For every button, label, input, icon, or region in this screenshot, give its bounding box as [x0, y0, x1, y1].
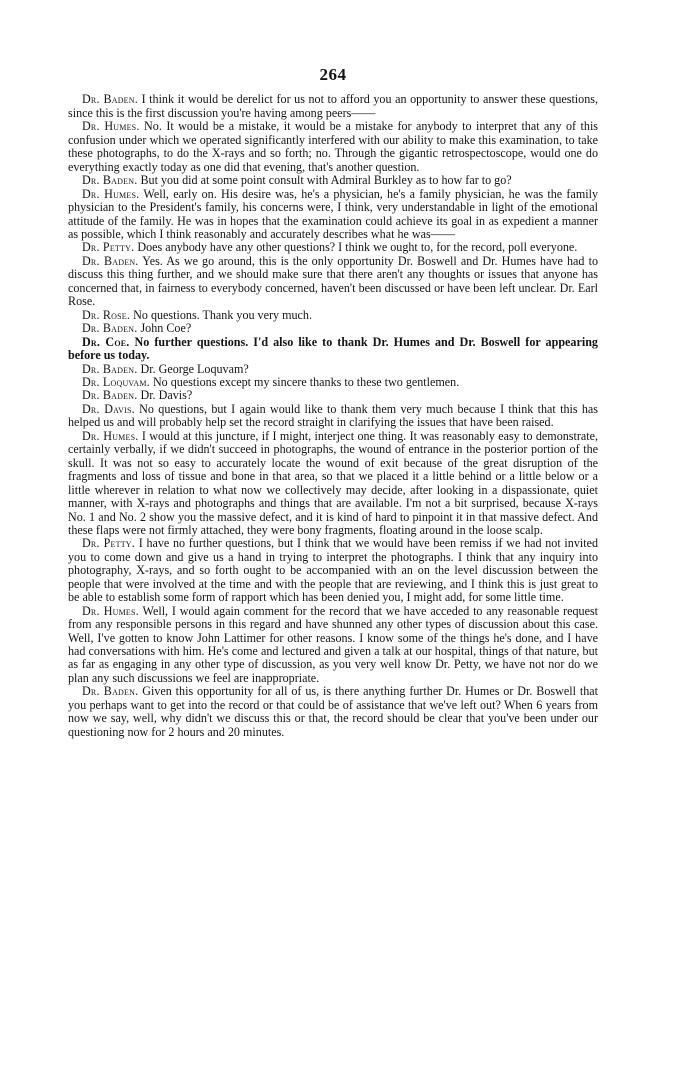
transcript-paragraph [68, 363, 598, 376]
transcript-paragraph [68, 93, 598, 120]
speech-text: No questions. Thank you very much. [133, 307, 312, 322]
speaker-name: Dr. Rose. [82, 307, 131, 322]
transcript-paragraph [68, 430, 598, 538]
transcript-paragraph [68, 605, 598, 686]
transcript-paragraph [68, 403, 598, 430]
speech-text: John Coe? [140, 321, 192, 336]
speaker-name: Dr. Baden. [82, 92, 138, 107]
speech-text: No questions except my sincere thanks to these two gentlemen. [152, 374, 460, 389]
speech-text: Well, early on. His desire was, he's a physician, he's a family physician, he was the family physician to the President's family, his concerns were, I think, very understandable in light of the emotional attitude of the family. He was in hopes that the examination could achieve its goal in as expedient a manner as possible, which I think reasonably and accurately describes what he was—— [68, 186, 599, 241]
transcript-paragraph [68, 685, 598, 739]
speaker-name: Dr. Humes. [82, 119, 140, 134]
speaker-name: Dr. Baden. [82, 321, 138, 336]
transcript-paragraph [68, 241, 598, 254]
transcript-paragraph [68, 309, 598, 322]
speaker-name: Dr. Humes. [82, 603, 139, 618]
speaker-name: Dr. Baden. [82, 173, 138, 188]
speaker-name: Dr. Loquvam. [82, 374, 150, 389]
transcript-paragraph [68, 255, 598, 309]
speech-text: Yes. As we go around, this is the only opportunity Dr. Boswell and Dr. Humes have had to discuss this thing further, and we should make sure that there aren't any thoughts or issues that anyone has concerned that, in fairness to everybody concerned, haven't been discussed or have been left unclear. Dr. Earl Rose. [68, 253, 598, 309]
speech-text: Does anybody have any other questions? I think we ought to, for the record, poll everyone. [137, 240, 578, 255]
speech-text: No questions, but I again would like to thank them very much because I think that this has helped us and will probably help set the record straight in clarifying the issues that have been raised. [68, 401, 599, 430]
transcript-paragraph [68, 389, 598, 402]
speaker-name: Dr. Baden. [82, 253, 139, 268]
transcript-body [68, 93, 598, 739]
transcript-paragraph [68, 336, 598, 363]
speaker-name: Dr. Davis. [82, 401, 135, 416]
speech-text: Given this opportunity for all of us, is there anything further Dr. Humes or Dr. Boswell that you perhaps want to get into the record or that could be of assistance that we've left out? When 6 years from now we say, well, why didn't we discuss this or that, the record should be clear that you've been under our questioning now for 2 hours and 20 minutes. [68, 684, 598, 739]
transcript-paragraph [68, 376, 598, 389]
speech-text: No. It would be a mistake, it would be a mistake for anybody to interpret that any of this confusion under which we operated significantly interfered with our ability to make this examination, to take these photographs, to do the X-rays and so forth; no. Through the gigantic retrospectoscope, would one do everything exactly today as one did that evening, that's another question. [68, 119, 599, 174]
speaker-name: Dr. Humes. [82, 428, 139, 443]
speech-text: Well, I would again comment for the record that we have acceded to any reasonable request from any responsible persons in this regard and have shunned any other types of discussion about this case. Well, I've gotten to know John Lattimer for other reasons. I know some of the things he's done, and I have had conversations with him. He's come and lectured and given a talk at our hospital, things of that nature, but as far as engaging in any other type of discussion, as you very well know Dr. Petty, we have not nor do we plan any such discussions we feel are inappropriate. [68, 603, 599, 685]
speaker-name: Dr. Baden. [82, 388, 138, 403]
speaker-name: Dr. Coe. [82, 334, 130, 349]
speaker-name: Dr. Petty. [82, 536, 135, 551]
speech-text: I think it would be derelict for us not to afford you an opportunity to answer these questions, since this is the first discussion you're having among peers—— [68, 92, 598, 120]
speaker-name: Dr. Baden. [82, 361, 138, 376]
speech-text: No further questions. I'd also like to thank Dr. Humes and Dr. Boswell for appearing before us today. [68, 334, 598, 363]
transcript-paragraph [68, 537, 598, 604]
transcript-paragraph [68, 120, 598, 174]
speech-text: Dr. Davis? [140, 388, 193, 403]
transcript-paragraph [68, 174, 598, 187]
speaker-name: Dr. Petty. [82, 240, 135, 255]
speaker-name: Dr. Humes. [82, 186, 140, 201]
transcript-paragraph [68, 322, 598, 335]
speaker-name: Dr. Baden. [82, 684, 139, 699]
speech-text: I have no further questions, but I think that we would have been remiss if we had not invited you to come down and give us a hand in trying to interpret the photographs. I think that any inquiry into photography, X-rays, and so forth ought to be accompanied with an on the level discussion between the people that were involved at the time and with the people that are reviewing, and I think this is just great to be able to establish some form of rapport which has been denied you, I might add, for some little time. [68, 536, 599, 605]
document-page [68, 65, 599, 739]
transcript-paragraph [68, 188, 598, 242]
page-number: 264 [319, 65, 347, 84]
speech-text: But you did at some point consult with Admiral Burkley as to how far to go? [140, 173, 512, 188]
speech-text: I would at this juncture, if I might, interject one thing. It was reasonably easy to demonstrate, certainly verbally, if we didn't succeed in photographs, the wound of entrance in the posterior portion of the skull. It was not so easy to accurately locate the wound of exit because of the great disruption of the fragments and loss of tissue and bone in that area, so that we placed it a little behind or a little below or a little wherever in relation to what now we collectively may decide, after looking in a dispassionate, quiet manner, with X-rays and photographs and things that are available. I'm not a bit surprised, because X-rays No. 1 and No. 2 show you the massive defect, and it is kind of hard to pinpoint it in that massive defect. And these flaps were not firmly attached, they were bony fragments, floating around in the loose scalp. [68, 428, 598, 537]
speech-text: Dr. George Loquvam? [140, 361, 249, 376]
